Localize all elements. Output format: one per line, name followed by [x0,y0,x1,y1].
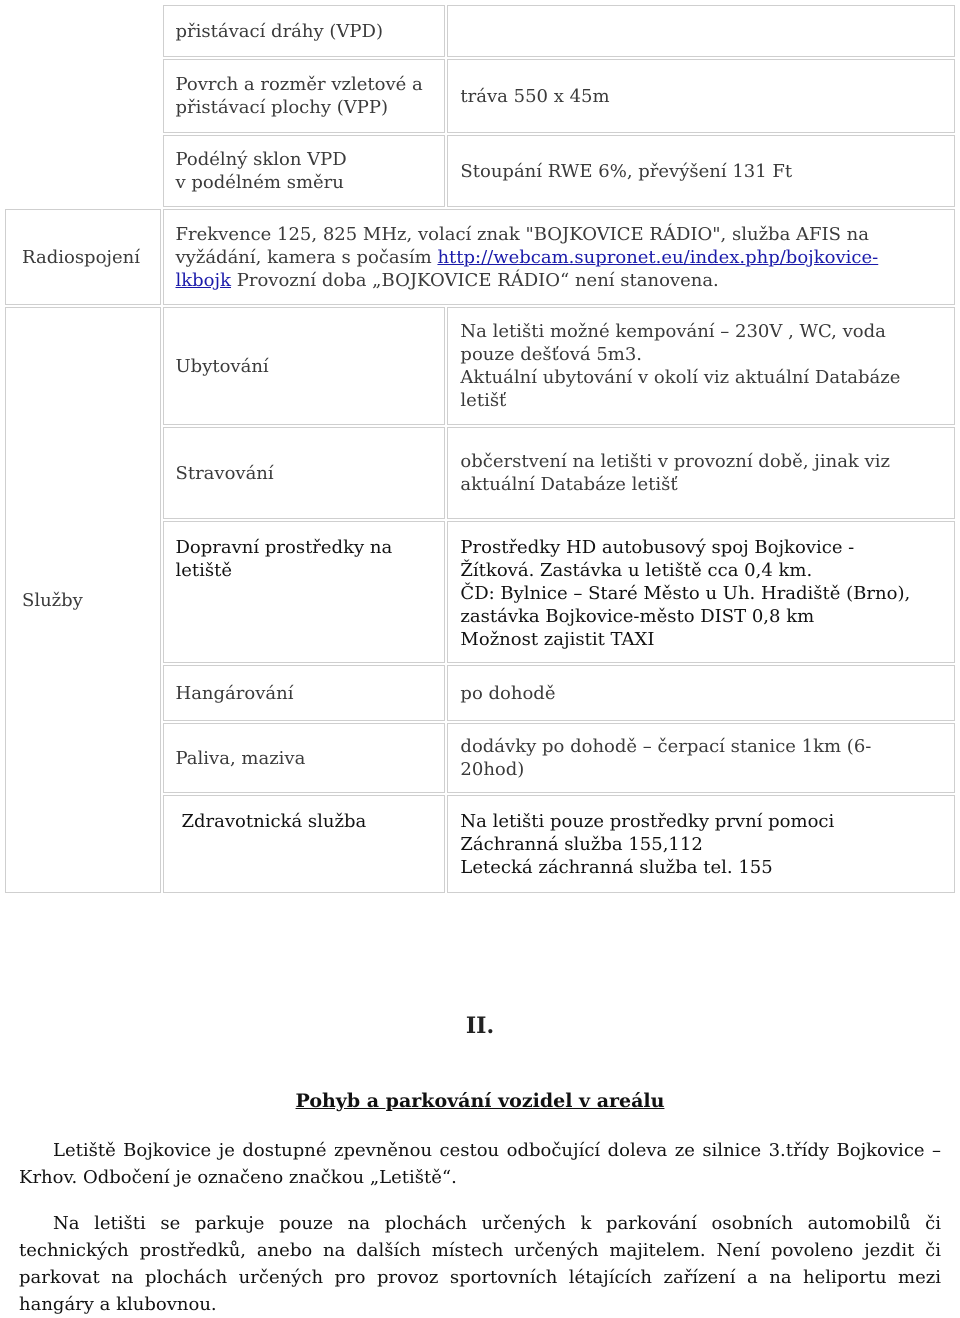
medical-value [447,795,955,893]
transport-line: ČD: Bylnice – Staré Město u Uh. Hradiště (Brno), [460,583,911,604]
transport-line: Prostředky HD autobusový spoj Bojkovice - [460,537,855,558]
slope-value-text: Stoupání RWE 6%, převýšení 131 Ft [460,160,793,182]
services-label [5,307,161,893]
paragraph-access [19,1137,941,1191]
accommodation-line: Aktuální ubytování v okolí viz aktuální Databáze [460,367,901,388]
slope-label [163,135,446,207]
hangar-value-text: po dohodě [460,682,556,704]
table-row [5,135,955,207]
section-title: Pohyb a parkování vozidel v areálu [295,1090,665,1112]
slope-value [447,135,955,207]
webcam-link-part: lkbojk [175,269,232,291]
catering-line: aktuální Databáze letišť [460,474,678,495]
slope-label-line: Podélný sklon VPD [175,149,347,170]
fuel-label [163,723,446,793]
services-label-text: Služby [22,589,83,611]
transport-label [163,521,446,663]
empty-cell [5,59,161,133]
table-row [5,209,955,305]
transport-line: zastávka Bojkovice-město DIST 0,8 km [460,606,815,627]
radio-text: Provozní doba „BOJKOVICE RÁDIO“ není stanovena. [231,269,719,291]
table-row [5,307,955,425]
transport-line: Možnost zajistit TAXI [460,629,655,650]
transport-label-line: letiště [175,560,233,581]
surface-label-line: Povrch a rozměr vzletové a [175,74,423,95]
empty-cell [5,135,161,207]
webcam-link-part: http://webcam.supronet.eu/index.php/bojkovice- [437,246,879,268]
radio-label [5,209,161,305]
fuel-label-text: Paliva, maziva [175,747,306,769]
hangar-label [163,665,446,721]
runway-label [163,5,446,57]
medical-label-text: Zdravotnická služba [181,811,367,832]
runway-label-text: přistávací dráhy (VPD) [175,20,383,42]
surface-value [447,59,955,133]
accommodation-label [163,307,446,425]
paragraph-parking-text: Na letišti se parkuje pouze na plochách určených k parkování osobních automobilů či technických prostředků, anebo na dalších místech určených majitelem. Není povoleno jezdit či parkovat na plochách určených pro provoz sportovních létajících zařízení a na heliportu mezi hangáry a klubovnou. [19,1213,941,1315]
hangar-value [447,665,955,721]
transport-line: Žítková. Zastávka u letiště cca 0,4 km. [460,560,813,581]
accommodation-label-text: Ubytování [175,355,269,377]
accommodation-line: letišť [460,390,507,411]
transport-label-line: Dopravní prostředky na [175,537,393,558]
table-row [5,5,955,57]
radio-value [163,209,956,305]
fuel-line: dodávky po dohodě – čerpací stanice 1km (6- [460,736,872,757]
accommodation-line: pouze dešťová 5m3. [460,344,643,365]
medical-line: Letecká záchranná služba tel. 155 [460,857,773,878]
runway-value [447,5,955,57]
medical-label [163,795,446,893]
paragraph-access-text: Letiště Bojkovice je dostupné zpevněnou cestou odbočující doleva ze silnice 3.třídy Bojkovice – Krhov. Odbočení je označeno značkou „Letiště“. [19,1140,941,1188]
accommodation-line: Na letišti možné kempování – 230V , WC, voda [460,321,886,342]
radio-label-text: Radiospojení [22,246,140,268]
catering-value [447,427,955,519]
medical-line: Záchranná služba 155,112 [460,834,703,855]
radio-text: Frekvence 125, 825 MHz, volací znak "BOJKOVICE RÁDIO", služba AFIS na vyžádání, kamera s počasím [175,223,870,268]
medical-line: Na letišti pouze prostředky první pomoci [460,811,835,832]
empty-cell [5,5,161,57]
section-number: II. [465,1013,495,1039]
fuel-line: 20hod) [460,759,525,780]
airfield-info-table [3,3,957,895]
fuel-value [447,723,955,793]
catering-label [163,427,446,519]
surface-label-line: přistávací plochy (VPP) [175,97,388,118]
slope-label-line: v podélném směru [175,172,344,193]
surface-label [163,59,446,133]
catering-line: občerstvení na letišti v provozní době, jinak viz [460,451,890,472]
hangar-label-text: Hangárování [175,682,294,704]
catering-label-text: Stravování [175,462,274,484]
surface-value-text: tráva 550 x 45m [460,85,610,107]
accommodation-value [447,307,955,425]
paragraph-parking [19,1210,941,1318]
transport-value [447,521,955,663]
table-row [5,59,955,133]
